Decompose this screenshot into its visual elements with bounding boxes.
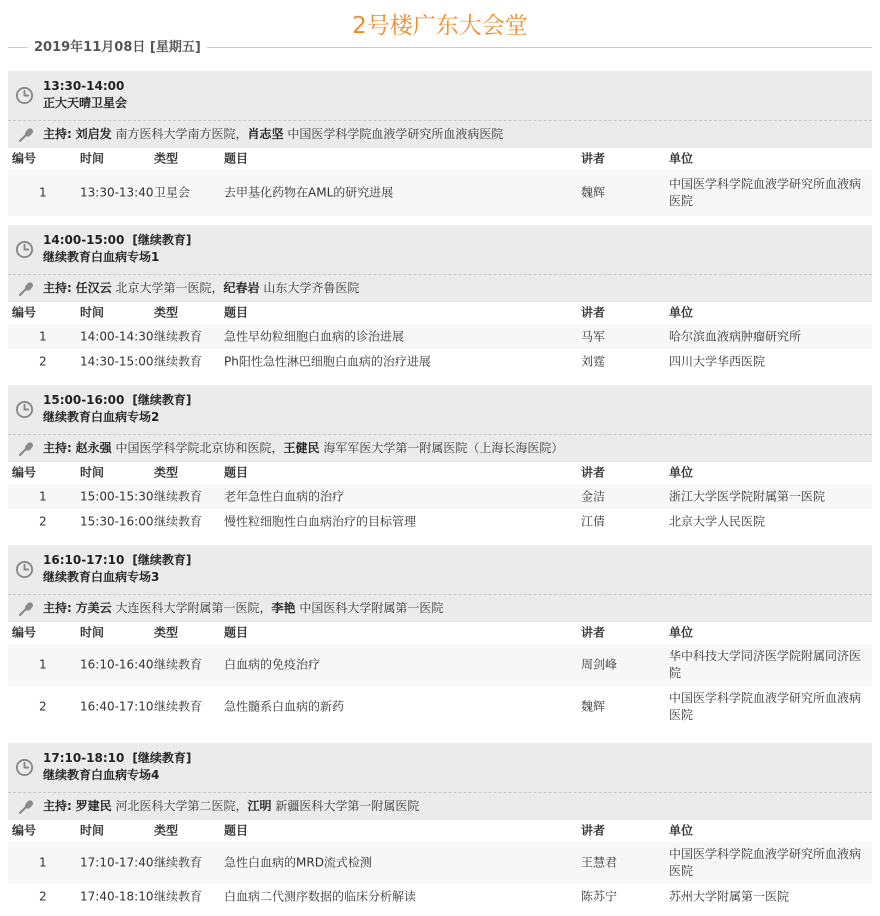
row-type: 继续教育 bbox=[154, 354, 203, 368]
session-name: 继续教育白血病专场3 bbox=[43, 570, 160, 584]
clock-icon bbox=[15, 560, 34, 579]
host-org: 南方医科大学南方医院 bbox=[115, 127, 236, 141]
session-name: 继续教育白血病专场1 bbox=[43, 250, 160, 264]
header-speaker: 讲者 bbox=[581, 625, 606, 640]
row-speaker: 魏辉 bbox=[581, 699, 606, 714]
host-label: 主持: bbox=[43, 799, 72, 813]
header-title: 题目 bbox=[224, 823, 249, 838]
row-unit: 华中科技大学同济医学院附属同济医院 bbox=[669, 649, 862, 680]
session-header bbox=[8, 743, 872, 792]
header-no: 编号 bbox=[12, 823, 37, 838]
row-speaker: 金洁 bbox=[581, 489, 606, 503]
row-speaker: 马军 bbox=[581, 329, 606, 343]
row-time: 13:30-13:40 bbox=[80, 185, 154, 200]
header-no: 编号 bbox=[12, 625, 37, 640]
session-time-line bbox=[43, 750, 191, 767]
row-speaker: 刘霆 bbox=[581, 354, 606, 368]
host-org: 中国医学科学院北京协和医院 bbox=[115, 441, 272, 455]
host-org: 山东大学齐鲁医院 bbox=[263, 281, 360, 295]
host-name: 李艳 bbox=[271, 601, 296, 615]
host-name: 肖志坚 bbox=[247, 127, 284, 141]
header-unit: 单位 bbox=[669, 823, 694, 838]
row-number: 1 bbox=[39, 855, 47, 870]
row-time: 14:30-15:00 bbox=[80, 354, 154, 368]
clock-icon bbox=[15, 758, 34, 777]
host-name: 罗建民 bbox=[75, 799, 112, 813]
row-type: 卫星会 bbox=[154, 185, 191, 200]
host-name: 刘启发 bbox=[75, 127, 112, 141]
row-speaker: 陈苏宁 bbox=[581, 889, 618, 903]
host-org: 中国医科大学附属第一医院 bbox=[299, 601, 444, 615]
session-block bbox=[8, 71, 872, 216]
host-name: 王健民 bbox=[283, 441, 320, 455]
host-org: 北京大学第一医院 bbox=[115, 281, 212, 295]
header-type: 类型 bbox=[154, 151, 179, 166]
host-name: 纪春岩 bbox=[223, 281, 260, 295]
row-type: 继续教育 bbox=[154, 699, 203, 714]
host-text: 主持: 罗建民 河北医科大学第二医院，江明 新疆医科大学第一附属医院 bbox=[43, 799, 420, 813]
row-time: 16:40-17:10 bbox=[80, 699, 154, 714]
host-label: 主持: bbox=[43, 127, 72, 141]
session-time-line bbox=[43, 78, 124, 95]
host-label: 主持: bbox=[43, 281, 72, 295]
session-time: 17:10-18:10 bbox=[43, 751, 125, 765]
row-speaker: 周剑峰 bbox=[581, 657, 618, 672]
row-time: 17:10-17:40 bbox=[80, 855, 154, 870]
row-number: 1 bbox=[39, 185, 47, 200]
host-name: 任汉云 bbox=[75, 281, 112, 295]
table-row bbox=[8, 170, 872, 216]
date-label: 2019年11月08日 [星期五] bbox=[28, 38, 207, 58]
header-type: 类型 bbox=[154, 823, 179, 838]
header-speaker: 讲者 bbox=[581, 151, 606, 166]
header-time: 时间 bbox=[80, 823, 105, 838]
host-row bbox=[8, 792, 872, 820]
row-type: 继续教育 bbox=[154, 657, 203, 672]
host-org: 新疆医科大学第一附属医院 bbox=[275, 799, 420, 813]
host-org: 海军军医大学第一附属医院（上海长海医院） bbox=[323, 441, 564, 455]
header-title: 题目 bbox=[224, 151, 249, 166]
row-unit: 中国医学科学院血液学研究所血液病医院 bbox=[669, 691, 862, 722]
row-title: Ph阳性急性淋巴细胞白血病的治疗进展 bbox=[224, 354, 431, 368]
table-row bbox=[8, 484, 872, 509]
table-row bbox=[8, 324, 872, 349]
session-name: 继续教育白血病专场2 bbox=[43, 410, 160, 424]
header-title: 题目 bbox=[224, 465, 249, 480]
row-number: 2 bbox=[39, 514, 47, 528]
session-time: 15:00-16:00 bbox=[43, 393, 125, 407]
row-type: 继续教育 bbox=[154, 489, 203, 503]
row-title: 去甲基化药物在AML的研究进展 bbox=[224, 185, 394, 200]
session-time-line bbox=[43, 392, 191, 409]
row-speaker: 江倩 bbox=[581, 514, 606, 528]
host-org: 大连医科大学附属第一医院 bbox=[115, 601, 260, 615]
header-speaker: 讲者 bbox=[581, 823, 606, 838]
row-type: 继续教育 bbox=[154, 514, 203, 528]
row-number: 1 bbox=[39, 657, 47, 672]
table-row bbox=[8, 349, 872, 374]
host-label: 主持: bbox=[43, 441, 72, 455]
header-unit: 单位 bbox=[669, 625, 694, 640]
session-block bbox=[8, 385, 872, 534]
row-number: 2 bbox=[39, 354, 47, 368]
header-time: 时间 bbox=[80, 305, 105, 320]
host-text: 主持: 方美云 大连医科大学附属第一医院，李艳 中国医科大学附属第一医院 bbox=[43, 601, 444, 615]
host-row bbox=[8, 274, 872, 302]
host-org: 河北医科大学第二医院 bbox=[115, 799, 236, 813]
host-text: 主持: 刘启发 南方医科大学南方医院，肖志坚 中国医学科学院血液学研究所血液病医院 bbox=[43, 127, 504, 141]
session-block bbox=[8, 743, 872, 909]
table-row bbox=[8, 842, 872, 884]
table-header-row bbox=[8, 622, 872, 644]
header-unit: 单位 bbox=[669, 305, 694, 320]
microphone-icon bbox=[18, 127, 34, 143]
clock-icon bbox=[15, 86, 34, 105]
table-header-row bbox=[8, 302, 872, 324]
row-unit: 苏州大学附属第一医院 bbox=[669, 889, 790, 903]
microphone-icon bbox=[18, 281, 34, 297]
microphone-icon bbox=[18, 799, 34, 815]
row-title: 老年急性白血病的治疗 bbox=[224, 489, 345, 503]
table-header-row bbox=[8, 462, 872, 484]
clock-icon bbox=[15, 240, 34, 259]
header-no: 编号 bbox=[12, 305, 37, 320]
host-name: 江明 bbox=[247, 799, 272, 813]
row-time: 17:40-18:10 bbox=[80, 889, 154, 903]
session-header bbox=[8, 545, 872, 594]
row-number: 1 bbox=[39, 489, 47, 503]
table-row bbox=[8, 509, 872, 534]
host-label: 主持: bbox=[43, 601, 72, 615]
microphone-icon bbox=[18, 601, 34, 617]
row-unit: 中国医学科学院血液学研究所血液病医院 bbox=[669, 177, 862, 208]
row-title: 白血病二代测序数据的临床分析解读 bbox=[224, 889, 417, 903]
row-number: 2 bbox=[39, 699, 47, 714]
session-name: 继续教育白血病专场4 bbox=[43, 768, 160, 782]
host-row bbox=[8, 434, 872, 462]
session-time-line bbox=[43, 232, 191, 249]
row-type: 继续教育 bbox=[154, 855, 203, 870]
header-unit: 单位 bbox=[669, 151, 694, 166]
table-header-row bbox=[8, 148, 872, 170]
host-name: 赵永强 bbox=[75, 441, 112, 455]
row-time: 16:10-16:40 bbox=[80, 657, 154, 672]
microphone-icon bbox=[18, 441, 34, 457]
table-row bbox=[8, 686, 872, 728]
header-type: 类型 bbox=[154, 305, 179, 320]
table-header-row bbox=[8, 820, 872, 842]
session-time: 13:30-14:00 bbox=[43, 79, 125, 93]
row-title: 急性白血病的MRD流式检测 bbox=[224, 855, 372, 870]
table-row bbox=[8, 644, 872, 686]
header-time: 时间 bbox=[80, 465, 105, 480]
host-text: 主持: 任汉云 北京大学第一医院，纪春岩 山东大学齐鲁医院 bbox=[43, 281, 360, 295]
row-unit: 哈尔滨血液病肿瘤研究所 bbox=[669, 329, 802, 343]
session-tag: [继续教育] bbox=[132, 393, 192, 407]
header-type: 类型 bbox=[154, 625, 179, 640]
row-time: 15:30-16:00 bbox=[80, 514, 154, 528]
host-text: 主持: 赵永强 中国医学科学院北京协和医院，王健民 海军军医大学第一附属医院（上海长海医院） bbox=[43, 441, 564, 455]
header-speaker: 讲者 bbox=[581, 465, 606, 480]
session-name: 正大天晴卫星会 bbox=[43, 96, 128, 110]
header-time: 时间 bbox=[80, 625, 105, 640]
row-unit: 四川大学华西医院 bbox=[669, 354, 766, 368]
row-type: 继续教育 bbox=[154, 889, 203, 903]
row-unit: 中国医学科学院血液学研究所血液病医院 bbox=[669, 847, 862, 878]
host-org: 中国医学科学院血液学研究所血液病医院 bbox=[287, 127, 504, 141]
row-title: 急性髓系白血病的新药 bbox=[224, 699, 345, 714]
header-title: 题目 bbox=[224, 625, 249, 640]
session-block bbox=[8, 225, 872, 374]
row-type: 继续教育 bbox=[154, 329, 203, 343]
row-number: 1 bbox=[39, 329, 47, 343]
header-time: 时间 bbox=[80, 151, 105, 166]
session-time-line bbox=[43, 552, 191, 569]
host-name: 方美云 bbox=[75, 601, 112, 615]
row-title: 慢性粒细胞性白血病治疗的目标管理 bbox=[224, 514, 417, 528]
host-row bbox=[8, 594, 872, 622]
header-unit: 单位 bbox=[669, 465, 694, 480]
row-time: 14:00-14:30 bbox=[80, 329, 154, 343]
row-unit: 浙江大学医学院附属第一医院 bbox=[669, 489, 826, 503]
session-tag: [继续教育] bbox=[132, 553, 192, 567]
header-no: 编号 bbox=[12, 151, 37, 166]
header-title: 题目 bbox=[224, 305, 249, 320]
session-tag: [继续教育] bbox=[132, 233, 192, 247]
row-time: 15:00-15:30 bbox=[80, 489, 154, 503]
header-no: 编号 bbox=[12, 465, 37, 480]
row-title: 急性早幼粒细胞白血病的诊治进展 bbox=[224, 329, 405, 343]
row-number: 2 bbox=[39, 889, 47, 903]
venue-title: 2号楼广东大会堂 bbox=[352, 13, 528, 39]
session-time: 14:00-15:00 bbox=[43, 233, 125, 247]
session-header bbox=[8, 385, 872, 434]
session-header bbox=[8, 71, 872, 120]
clock-icon bbox=[15, 400, 34, 419]
header-type: 类型 bbox=[154, 465, 179, 480]
row-speaker: 魏辉 bbox=[581, 185, 606, 200]
table-row bbox=[8, 884, 872, 909]
session-tag: [继续教育] bbox=[132, 751, 192, 765]
session-header bbox=[8, 225, 872, 274]
session-time: 16:10-17:10 bbox=[43, 553, 125, 567]
row-title: 白血病的免疫治疗 bbox=[224, 657, 321, 672]
host-row bbox=[8, 120, 872, 148]
session-block bbox=[8, 545, 872, 728]
row-unit: 北京大学人民医院 bbox=[669, 514, 766, 528]
header-speaker: 讲者 bbox=[581, 305, 606, 320]
row-speaker: 王慧君 bbox=[581, 855, 618, 870]
